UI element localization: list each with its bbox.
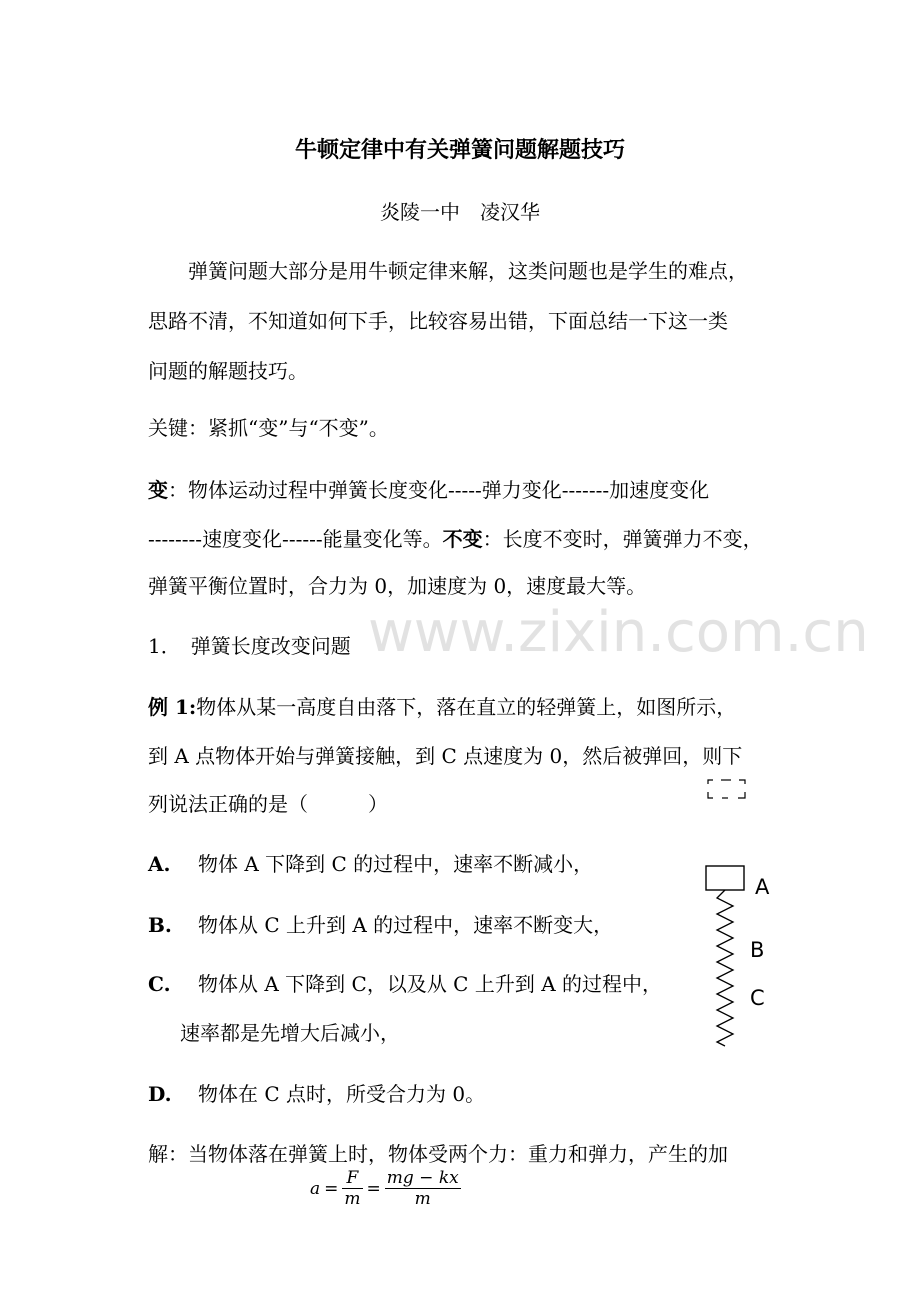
spring-coil (717, 890, 733, 1046)
example-line-1 (148, 691, 736, 720)
fraction-2-denominator: m (414, 1189, 431, 1209)
spring-diagram (695, 770, 785, 1060)
watermark: www.zixin.com.cn (368, 600, 869, 665)
no-change-label: 不变 (442, 527, 483, 551)
option-d-letter: D. (148, 1082, 172, 1106)
change-label: 变 (148, 478, 168, 502)
change-text-2b: ：长度不变时，弹簧弹力不变， (482, 527, 763, 551)
formula-lhs: a (310, 1178, 321, 1199)
fraction-2-numerator: mg − kx (386, 1168, 459, 1188)
option-c (148, 968, 662, 997)
key-point: 关键：紧抓“变”与“不变”。 (148, 416, 389, 440)
option-d (148, 1078, 485, 1107)
change-text-1: ：物体运动过程中弹簧长度变化-----弹力变化-------加速度变化 (168, 478, 710, 502)
acceleration-formula (308, 1168, 463, 1209)
option-b-text: 物体从 C 上升到 A 的过程中，速率不断变大， (198, 913, 614, 937)
option-c-text: 物体从 A 下降到 C，以及从 C 上升到 A 的过程中， (198, 972, 662, 996)
label-a: A (755, 875, 770, 899)
fraction-f-over-m (342, 1168, 362, 1209)
example-text-1: 物体从某一高度自由落下，落在直立的轻弹簧上，如图所示， (196, 695, 737, 719)
solution-line: 解：当物体落在弹簧上时，物体受两个力：重力和弹力，产生的加 (148, 1142, 728, 1166)
option-d-text: 物体在 C 点时，所受合力为 0。 (198, 1082, 486, 1106)
section-heading-1: 1． 弹簧长度改变问题 (148, 634, 351, 658)
example-label: 例 1: (148, 695, 197, 719)
option-a-text: 物体 A 下降到 C 的过程中，速率不断减小， (198, 852, 594, 876)
formula-eq-2: = (366, 1178, 381, 1199)
formula-eq-1: = (324, 1178, 339, 1199)
option-a-letter: A. (148, 852, 171, 876)
fraction-1-numerator: F (342, 1168, 362, 1189)
document-title: 牛顿定律中有关弹簧问题解题技巧 (294, 138, 625, 163)
option-a (148, 848, 593, 877)
label-b: B (750, 938, 765, 962)
fraction-1-denominator: m (344, 1189, 361, 1209)
intro-line-3: 问题的解题技巧。 (148, 359, 308, 383)
dashed-block-outline (708, 780, 745, 798)
document-author: 炎陵一中 凌汉华 (380, 200, 540, 224)
change-text-2a: --------速度变化------能量变化等。 (148, 527, 443, 551)
change-line-2 (148, 523, 763, 552)
change-line-3: 弹簧平衡位置时，合力为 0，加速度为 0，速度最大等。 (148, 574, 647, 598)
intro-line-1: 弹簧问题大部分是用牛顿定律来解，这类问题也是学生的难点， (148, 259, 748, 283)
change-line-1 (148, 474, 709, 503)
example-line-2: 到 A 点物体开始与弹簧接触，到 C 点速度为 0，然后被弹回，则下 (148, 744, 743, 768)
option-c-letter: C. (148, 972, 171, 996)
fraction-mg-kx-over-m (385, 1168, 461, 1209)
block (706, 866, 744, 890)
option-b-letter: B. (148, 913, 172, 937)
option-c-continued: 速率都是先增大后减小， (180, 1021, 400, 1045)
option-b (148, 909, 613, 938)
intro-line-2: 思路不清，不知道如何下手，比较容易出错，下面总结一下这一类 (148, 309, 728, 333)
label-c: C (750, 986, 765, 1010)
example-line-3: 列说法正确的是（ ） (148, 792, 388, 816)
